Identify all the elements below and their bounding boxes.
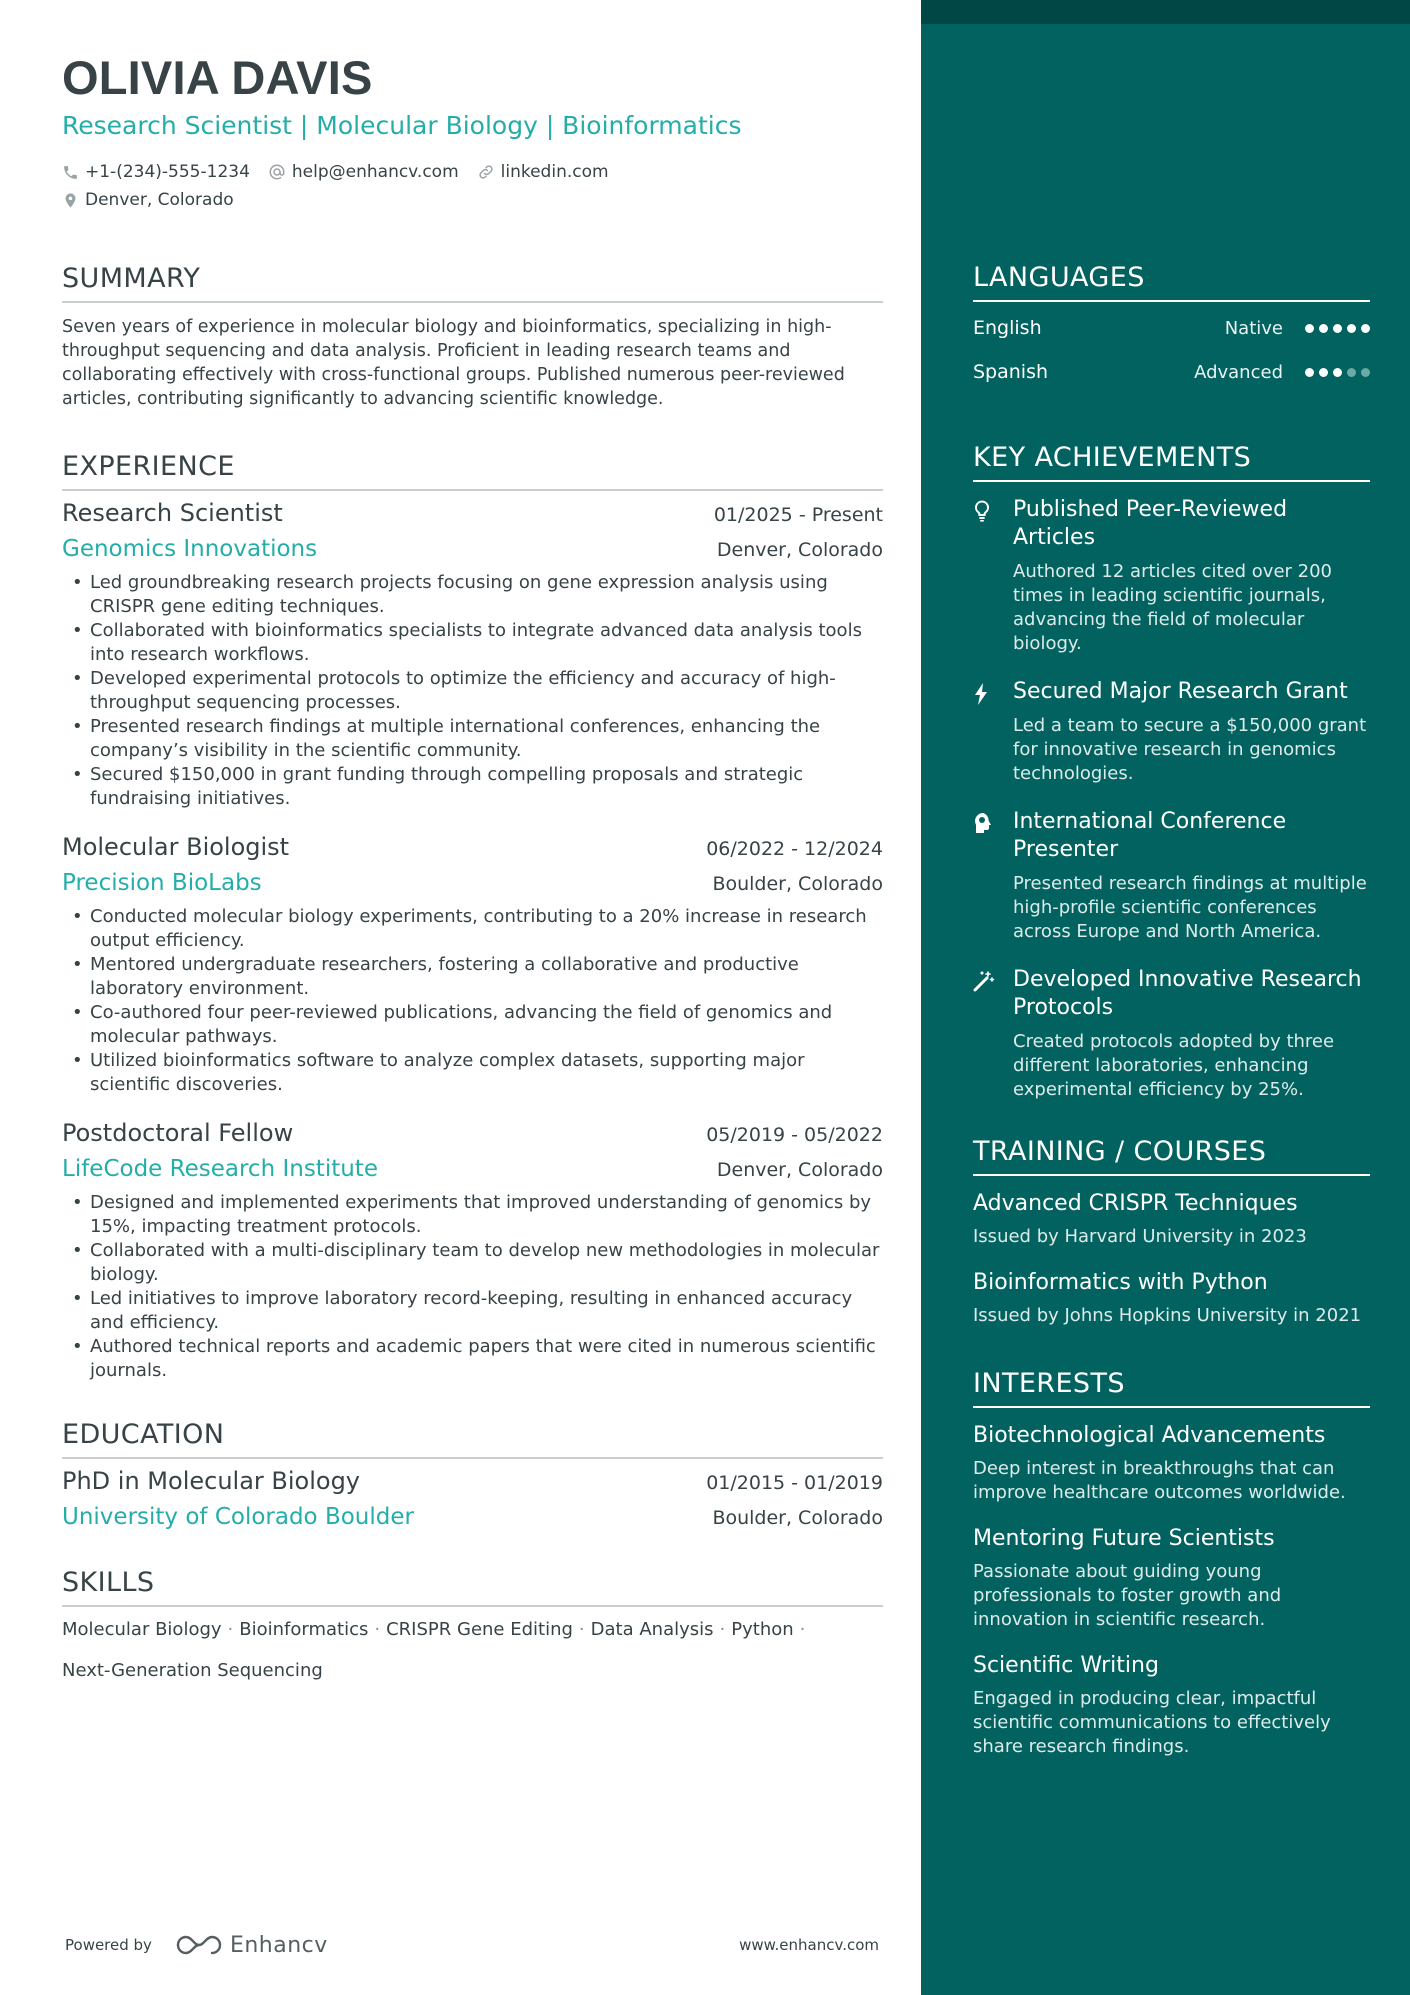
bullet-item: • Presented research findings at multiple international conferences, enhancing the company’s visibility in the scientific community.: [62, 715, 883, 763]
achievement-title: Developed Innovative Research Protocols: [1013, 967, 1362, 1020]
dot-filled: [1333, 324, 1342, 333]
interest-desc: Deep interest in breakthroughs that can improve healthcare outcomes worldwide.: [973, 1458, 1346, 1503]
skills-title: SKILLS: [62, 1561, 883, 1607]
bullet-item: • Mentored undergraduate researchers, fostering a collaborative and productive laboratory environment.: [62, 953, 883, 1001]
email-contact[interactable]: [268, 158, 459, 186]
job-entry: [62, 495, 883, 811]
bullet-item: • Authored technical reports and academic papers that were cited in numerous scientific journals.: [62, 1335, 883, 1383]
bullet-item: • Collaborated with bioinformatics specialists to integrate advanced data analysis tools into research workflows.: [62, 619, 883, 667]
language-name: Spanish: [973, 361, 1049, 383]
bullet-item: • Led groundbreaking research projects focusing on gene expression analysis using CRISPR gene editing techniques.: [62, 571, 883, 619]
candidate-name: OLIVIA DAVIS: [62, 51, 373, 104]
summary-title: SUMMARY: [62, 257, 883, 303]
degree: PhD in Molecular Biology: [62, 1467, 361, 1495]
phone-text: +1-(234)-555-1234: [85, 162, 250, 182]
achievement-item: [973, 496, 1370, 656]
education-title: EDUCATION: [62, 1413, 883, 1459]
dot-filled: [1319, 368, 1328, 377]
training-title-text: Bioinformatics with Python: [973, 1270, 1268, 1295]
experience-title: EXPERIENCE: [62, 445, 883, 491]
language-item: [973, 306, 1370, 350]
skill-item: Bioinformatics: [239, 1619, 369, 1640]
footer: [62, 1925, 883, 1965]
experience-section: [62, 445, 883, 1383]
interest-title: Biotechnological Advancements: [973, 1423, 1326, 1448]
job-location: Denver, Colorado: [716, 539, 883, 561]
language-item: [973, 350, 1370, 394]
education-dates: 01/2015 - 01/2019: [706, 1472, 883, 1494]
bullet-item: • Led initiatives to improve laboratory record-keeping, resulting in enhanced accuracy and efficiency.: [62, 1287, 883, 1335]
link-text: linkedin.com: [500, 162, 609, 182]
achievement-item: [973, 966, 1370, 1102]
job-bullets: [62, 571, 883, 811]
skill-item: Python: [731, 1619, 794, 1640]
headline: Research Scientist | Molecular Biology | Bioinformatics: [62, 111, 742, 140]
company-name: Genomics Innovations: [62, 536, 318, 562]
powered-by-text: Powered by: [65, 1936, 152, 1954]
achievement-title: Published Peer-Reviewed Articles: [1013, 497, 1288, 550]
bullet-item: • Designed and implemented experiments that improved understanding of genomics by 15%, impacting treatment protocols.: [62, 1191, 883, 1239]
bullet-item: • Collaborated with a multi-disciplinary team to develop new methodologies in molecular biology.: [62, 1239, 883, 1287]
dot-filled: [1305, 368, 1314, 377]
job-dates: 06/2022 - 12/2024: [706, 838, 883, 860]
achievement-title: Secured Major Research Grant: [1013, 679, 1348, 704]
bullet-item: • Conducted molecular biology experiments, contributing to a 20% increase in research output efficiency.: [62, 905, 883, 953]
job-bullets: [62, 905, 883, 1097]
skills-list: Molecular Biology · Bioinformatics · CRISPR Gene Editing · Data Analysis · Python · Next-Generation Sequencing: [62, 1619, 806, 1681]
proficiency-dots: [1305, 368, 1370, 377]
training-title: TRAINING / COURSES: [973, 1126, 1370, 1176]
link-contact[interactable]: [477, 158, 609, 186]
proficiency-dots: [1305, 324, 1370, 333]
lightbulb-icon: [973, 500, 991, 522]
interest-desc: Engaged in producing clear, impactful scientific communications to effectively share research findings.: [973, 1688, 1331, 1757]
skill-item: Next-Generation Sequencing: [62, 1660, 323, 1681]
education-section: [62, 1413, 883, 1535]
main-column: [62, 48, 883, 1691]
summary-section: [62, 257, 883, 411]
achievement-item: [973, 678, 1370, 786]
language-level: Native: [1224, 317, 1283, 339]
dot-filled: [1347, 324, 1356, 333]
job-entry: [62, 1115, 883, 1383]
email-text: help@enhancv.com: [291, 162, 459, 182]
interest-desc: Passionate about guiding young professionals to foster growth and innovation in scientific research.: [973, 1561, 1282, 1630]
dot-empty: [1361, 368, 1370, 377]
sidebar-top-bar: [921, 0, 1410, 24]
achievement-item: [973, 808, 1370, 944]
brand-name: Enhancv: [229, 1932, 328, 1958]
interest-item: [973, 1652, 1370, 1759]
interest-title: Mentoring Future Scientists: [973, 1526, 1275, 1551]
dot-filled: [1305, 324, 1314, 333]
achievements-title: KEY ACHIEVEMENTS: [973, 432, 1370, 482]
head-brain-icon: [973, 812, 993, 834]
interest-item: [973, 1525, 1370, 1632]
dot-filled: [1319, 324, 1328, 333]
interests-title: INTERESTS: [973, 1358, 1370, 1408]
job-title: Molecular Biologist: [62, 833, 290, 861]
languages-section: [973, 252, 1370, 394]
dot-empty: [1347, 368, 1356, 377]
achievement-desc: Authored 12 articles cited over 200 times in leading scientific journals, advancing the field of molecular biology.: [1013, 561, 1333, 654]
enhancv-logo-icon: [176, 1934, 222, 1956]
sidebar: [921, 0, 1410, 1995]
at-icon: [268, 163, 286, 181]
location-pin-icon: [62, 191, 79, 210]
job-location: Boulder, Colorado: [712, 873, 883, 895]
achievement-desc: Created protocols adopted by three different laboratories, enhancing experimental efficiency by 25%.: [1013, 1031, 1335, 1100]
bullet-item: • Secured $150,000 in grant funding through compelling proposals and strategic fundraising initiatives.: [62, 763, 883, 811]
training-desc: Issued by Harvard University in 2023: [973, 1226, 1307, 1247]
resume-header: [62, 48, 883, 214]
achievements-section: [973, 432, 1370, 1102]
phone-contact[interactable]: [62, 158, 250, 186]
skills-section: [62, 1561, 883, 1691]
skill-item: Data Analysis: [590, 1619, 714, 1640]
language-name: English: [973, 317, 1042, 339]
education-location: Boulder, Colorado: [712, 1507, 883, 1529]
phone-icon: [62, 164, 79, 181]
interest-title: Scientific Writing: [973, 1653, 1159, 1678]
enhancv-logo[interactable]: [176, 1933, 328, 1958]
language-level: Advanced: [1194, 361, 1283, 383]
company-name: LifeCode Research Institute: [62, 1156, 378, 1182]
achievement-desc: Presented research findings at multiple high-profile scientific conferences across Europe and North America.: [1013, 873, 1367, 942]
link-icon: [477, 163, 495, 181]
languages-title: LANGUAGES: [973, 252, 1370, 302]
dot-filled: [1333, 368, 1342, 377]
training-section: [973, 1126, 1370, 1328]
job-dates: 05/2019 - 05/2022: [706, 1124, 883, 1146]
job-title: Postdoctoral Fellow: [62, 1119, 294, 1147]
job-title: Research Scientist: [62, 499, 283, 527]
dot-filled: [1361, 324, 1370, 333]
achievement-title: International Conference Presenter: [1013, 809, 1287, 862]
training-title-text: Advanced CRISPR Techniques: [973, 1191, 1298, 1216]
bullet-item: • Co-authored four peer-reviewed publications, advancing the field of genomics and molecular pathways.: [62, 1001, 883, 1049]
bullet-item: • Utilized bioinformatics software to analyze complex datasets, supporting major scientific discoveries.: [62, 1049, 883, 1097]
magic-wand-icon: [973, 970, 995, 992]
training-desc: Issued by Johns Hopkins University in 2021: [973, 1305, 1362, 1326]
skill-item: Molecular Biology: [62, 1619, 222, 1640]
company-name: Precision BioLabs: [62, 870, 262, 896]
interests-section: [973, 1358, 1370, 1759]
contact-info: [62, 158, 883, 214]
location-contact: [62, 186, 865, 214]
job-dates: 01/2025 - Present: [713, 504, 883, 526]
summary-text: Seven years of experience in molecular biology and bioinformatics, specializing in high-throughput sequencing and data analysis. Proficient in leading research teams and collaborating effectively with cross-functional groups. Published numerous peer-reviewed articles, contributing significantly to advancing scientific knowledge.: [62, 317, 845, 409]
training-item: [973, 1190, 1370, 1249]
job-location: Denver, Colorado: [716, 1159, 883, 1181]
skill-item: CRISPR Gene Editing: [386, 1619, 573, 1640]
bullet-item: • Developed experimental protocols to optimize the efficiency and accuracy of high-throughput sequencing processes.: [62, 667, 883, 715]
website-link[interactable]: www.enhancv.com: [739, 1936, 879, 1954]
job-entry: [62, 829, 883, 1097]
school-name: University of Colorado Boulder: [62, 1504, 414, 1530]
training-item: [973, 1269, 1370, 1328]
bolt-icon: [973, 682, 989, 706]
interest-item: [973, 1422, 1370, 1505]
job-bullets: [62, 1191, 883, 1383]
location-text: Denver, Colorado: [85, 190, 234, 210]
achievement-desc: Led a team to secure a $150,000 grant for innovative research in genomics technologies.: [1013, 715, 1367, 784]
